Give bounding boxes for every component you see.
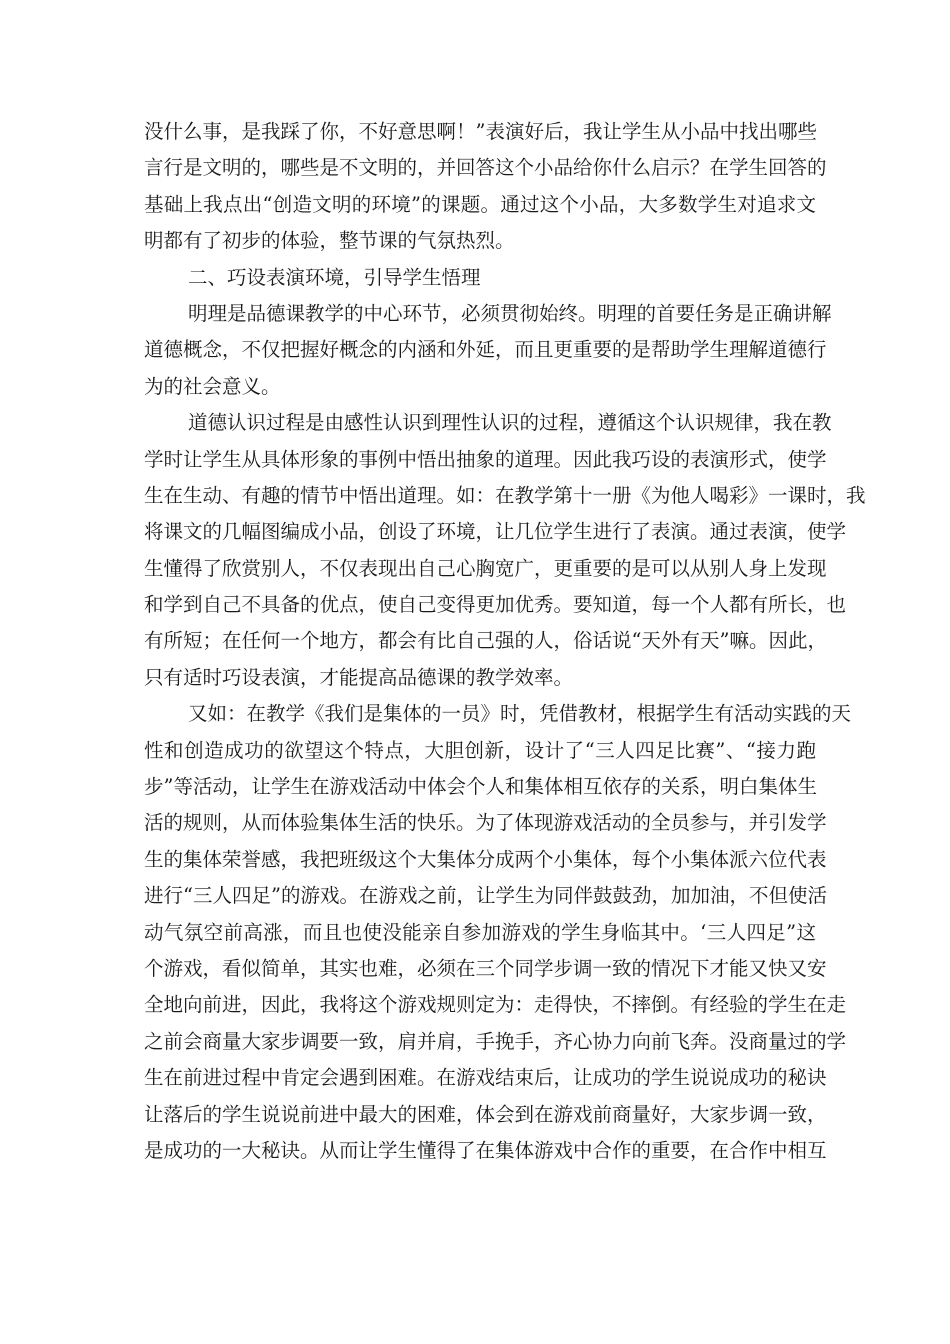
text-line: 全地向前进，因此，我将这个游戏规则定为：走得快，不摔倒。有经验的学生在走 (144, 993, 847, 1017)
text-line: 生在前进过程中肯定会遇到困难。在游戏结束后，让成功的学生说说成功的秘诀 (144, 1066, 827, 1090)
text-line: 个游戏，看似简单，其实也难，必须在三个同学步调一致的情况下才能又快又安 (144, 956, 827, 980)
text-line: 进行“三人四足”的游戏。在游戏之前，让学生为同伴鼓鼓劲，加加油，不但使活 (144, 884, 827, 908)
text-line: 之前会商量大家步调要一致，肩并肩，手挽手，齐心协力向前飞奔。没商量过的学 (144, 1029, 847, 1053)
text-line: 基础上我点出“创造文明的环境”的课题。通过这个小品，大多数学生对追求文 (144, 192, 816, 216)
text-line: 只有适时巧设表演，才能提高品德课的教学效率。 (144, 665, 574, 689)
text-line: 道德认识过程是由感性认识到理性认识的过程，遵循这个认识规律，我在教 (188, 411, 832, 435)
document-body (144, 114, 866, 1169)
text-line: 明理是品德课教学的中心环节，必须贯彻始终。明理的首要任务是正确讲解 (188, 301, 832, 325)
text-line: 让落后的学生说说前进中最大的困难，体会到在游戏前商量好，大家步调一致， (144, 1102, 827, 1126)
text-line: 是成功的一大秘诀。从而让学生懂得了在集体游戏中合作的重要，在合作中相互 (144, 1138, 827, 1162)
text-line: 为的社会意义。 (144, 374, 281, 398)
text-line: 和学到自己不具备的优点，使自己变得更加优秀。要知道，每一个人都有所长，也 (144, 593, 847, 617)
text-line: 有所短；在任何一个地方，都会有比自己强的人，俗话说“天外有天”嘛。因此， (144, 629, 827, 653)
text-line: 活的规则，从而体验集体生活的快乐。为了体现游戏活动的全员参与，并引发学 (144, 811, 827, 835)
text-line: 言行是文明的，哪些是不文明的，并回答这个小品给你什么启示？在学生回答的 (144, 156, 827, 180)
text-line: 生懂得了欣赏别人，不仅表现出自己心胸宽广，更重要的是可以从别人身上发现 (144, 556, 827, 580)
text-line: 动气氛空前高涨，而且也使没能亲自参加游戏的学生身临其中。‘三人四足”这 (144, 920, 816, 944)
text-line: 又如：在教学《我们是集体的一员》时，凭借教材，根据学生有活动实践的天 (188, 702, 852, 726)
text-line: 二、巧设表演环境，引导学生悟理 (188, 265, 481, 289)
text-line: 明都有了初步的体验，整节课的气氛热烈。 (144, 229, 515, 253)
text-line: 将课文的几幅图编成小品，创设了环境，让几位学生进行了表演。通过表演，使学 (144, 520, 847, 544)
text-line: 道德概念，不仅把握好概念的内涵和外延，而且更重要的是帮助学生理解道德行 (144, 338, 827, 362)
text-line: 步”等活动，让学生在游戏活动中体会个人和集体相互依存的关系，明白集体生 (144, 775, 817, 799)
text-line: 生的集体荣誉感，我把班级这个大集体分成两个小集体，每个小集体派六位代表 (144, 847, 827, 871)
text-line: 生在生动、有趣的情节中悟出道理。如：在教学第十一册《为他人喝彩》一课时，我 (144, 483, 866, 507)
text-line: 性和创造成功的欲望这个特点，大胆创新，设计了“三人四足比赛”、“接力跑 (144, 738, 816, 762)
text-line: 没什么事，是我踩了你，不好意思啊！”表演好后，我让学生从小品中找出哪些 (144, 120, 817, 143)
text-line: 学时让学生从具体形象的事例中悟出抽象的道理。因此我巧设的表演形式，使学 (144, 447, 827, 471)
